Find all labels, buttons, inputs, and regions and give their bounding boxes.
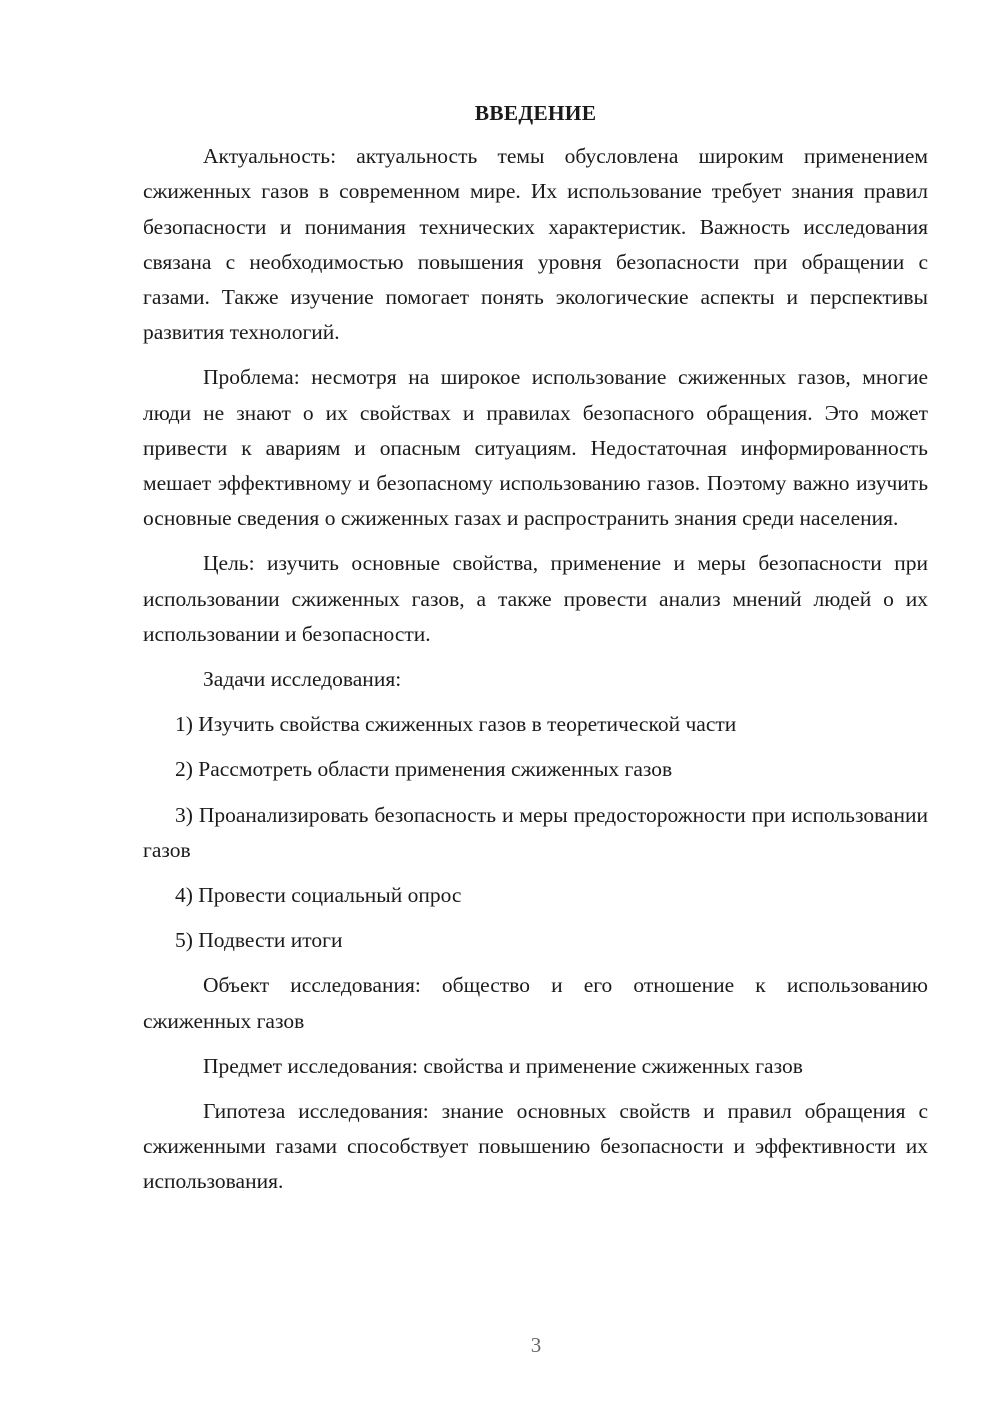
page-number: 3 [530, 1333, 542, 1357]
task-item: 3) Проанализировать безопасность и меры предосторожности при использовании газов [143, 802, 928, 862]
problem-paragraph: Проблема: несмотря на широкое использование сжиженных газов, многие люди не знают о их свойствах и правилах безопасного обращения. Это может привести к авариям и опасным ситуациям. Недостаточная информированность мешает эффективному и безопасному использованию газов. Поэтому важно изучить основные сведения о сжиженных газах и распространить знания среди населения. [143, 365, 928, 531]
task-item: 1) Изучить свойства сжиженных газов в теоретической части [175, 712, 737, 737]
task-item: 4) Провести социальный опрос [175, 883, 462, 908]
relevance-paragraph: Актуальность: актуальность темы обусловлена широким применением сжиженных газов в современном мире. Их использование требует знания правил безопасности и понимания технических характеристик. Важность исследования связана с необходимостью повышения уровня безопасности при обращении с газами. Также изучение помогает понять экологические аспекты и перспективы развития технологий. [143, 144, 928, 345]
page-content [143, 96, 928, 1210]
task-item: 2) Рассмотреть области применения сжиженных газов [175, 757, 673, 782]
object-paragraph: Объект исследования: общество и его отношение к использованию сжиженных газов [143, 973, 928, 1033]
subject-paragraph: Предмет исследования: свойства и применение сжиженных газов [203, 1053, 803, 1078]
hypothesis-paragraph: Гипотеза исследования: знание основных свойств и правил обращения с сжиженными газами способствует повышению безопасности и эффективности их использования. [143, 1099, 928, 1194]
goal-paragraph: Цель: изучить основные свойства, применение и меры безопасности при использовании сжиженных газов, а также провести анализ мнений людей о их использовании и безопасности. [143, 551, 928, 646]
task-item: 5) Подвести итоги [175, 928, 343, 953]
section-heading: ВВЕДЕНИЕ [474, 101, 597, 125]
tasks-heading: Задачи исследования: [203, 667, 402, 692]
